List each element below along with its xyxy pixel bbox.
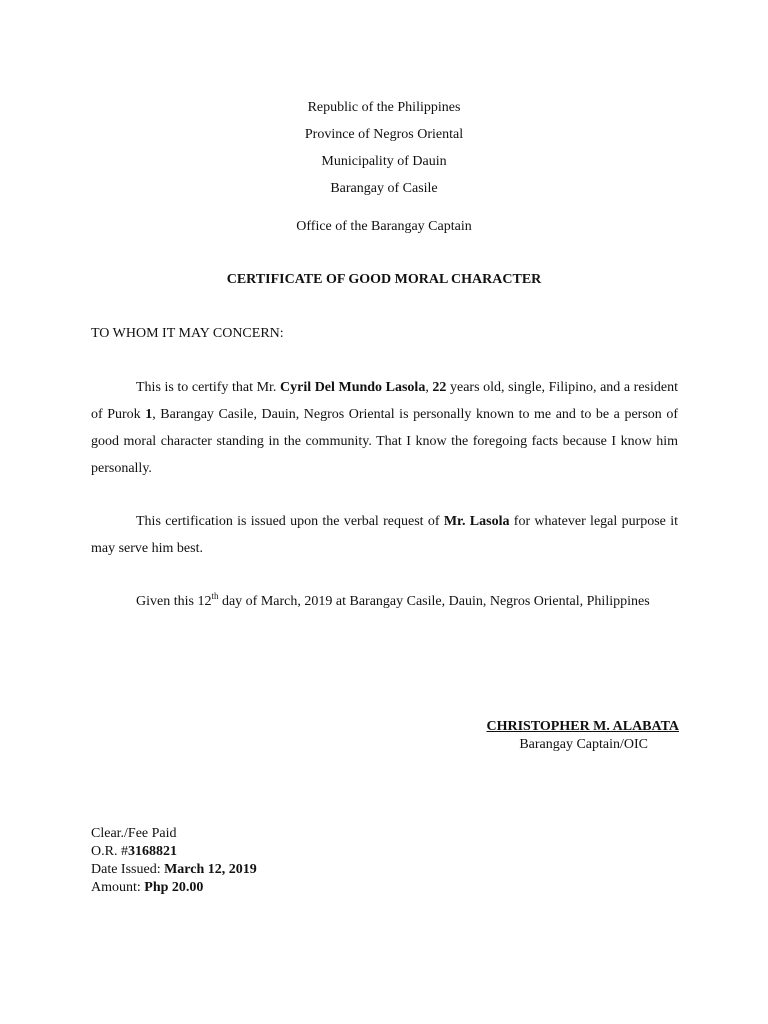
header-republic: Republic of the Philippines (307, 100, 461, 115)
p1-text-2: , (425, 380, 433, 395)
salutation: TO WHOM IT MAY CONCERN: (91, 326, 284, 341)
requester-name: Mr. Lasola (443, 514, 510, 529)
signer-title: Barangay Captain/OIC (519, 737, 648, 752)
p1-text-4: , Barangay Casile, Dauin, Negros Oriental is personally known to me and to be a person of good moral character standing in the community. That I know the foregoing facts because I know him personally. (91, 407, 678, 476)
amount-label: Amount: (91, 880, 145, 895)
date-line (91, 861, 257, 879)
p1-text-1: This is to certify that Mr. (136, 380, 280, 395)
fee-paid-label: Clear./Fee Paid (91, 826, 177, 841)
fee-details (91, 825, 257, 897)
document-header (0, 94, 768, 202)
p2-text-1: This certification is issued upon the verbal request of (136, 514, 444, 529)
or-label: O.R. # (91, 844, 128, 859)
p3-superscript: th (211, 591, 219, 601)
paragraph-request (91, 508, 678, 562)
p3-text-2: day of March, 2019 at Barangay Casile, Dauin, Negros Oriental, Philippines (218, 594, 650, 609)
person-name: Cyril Del Mundo Lasola (280, 380, 426, 395)
purok-number: 1 (145, 407, 153, 422)
header-office: Office of the Barangay Captain (296, 219, 472, 234)
header-barangay: Barangay of Casile (330, 181, 438, 196)
p3-text-1: Given this 12 (136, 594, 212, 609)
signature-block (440, 718, 679, 754)
header-province: Province of Negros Oriental (304, 127, 464, 142)
certificate-title: CERTIFICATE OF GOOD MORAL CHARACTER (226, 272, 542, 287)
or-line (91, 843, 257, 861)
signer-name: CHRISTOPHER M. ALABATA (486, 719, 679, 734)
header-municipality: Municipality of Dauin (321, 154, 447, 169)
paragraph-certification (91, 374, 678, 482)
p2-text-2: for whatever legal purpose it may serve him best. (91, 514, 678, 556)
amount-line (91, 879, 257, 897)
person-age: 22 (432, 380, 447, 395)
paragraph-given (91, 588, 678, 615)
amount-value: Php 20.00 (144, 880, 204, 895)
date-label: Date Issued: (91, 862, 165, 877)
date-issued: March 12, 2019 (164, 862, 257, 877)
p1-text-3: years old, single, Filipino, and a resident of Purok (91, 380, 678, 422)
or-number: 3168821 (127, 844, 177, 859)
